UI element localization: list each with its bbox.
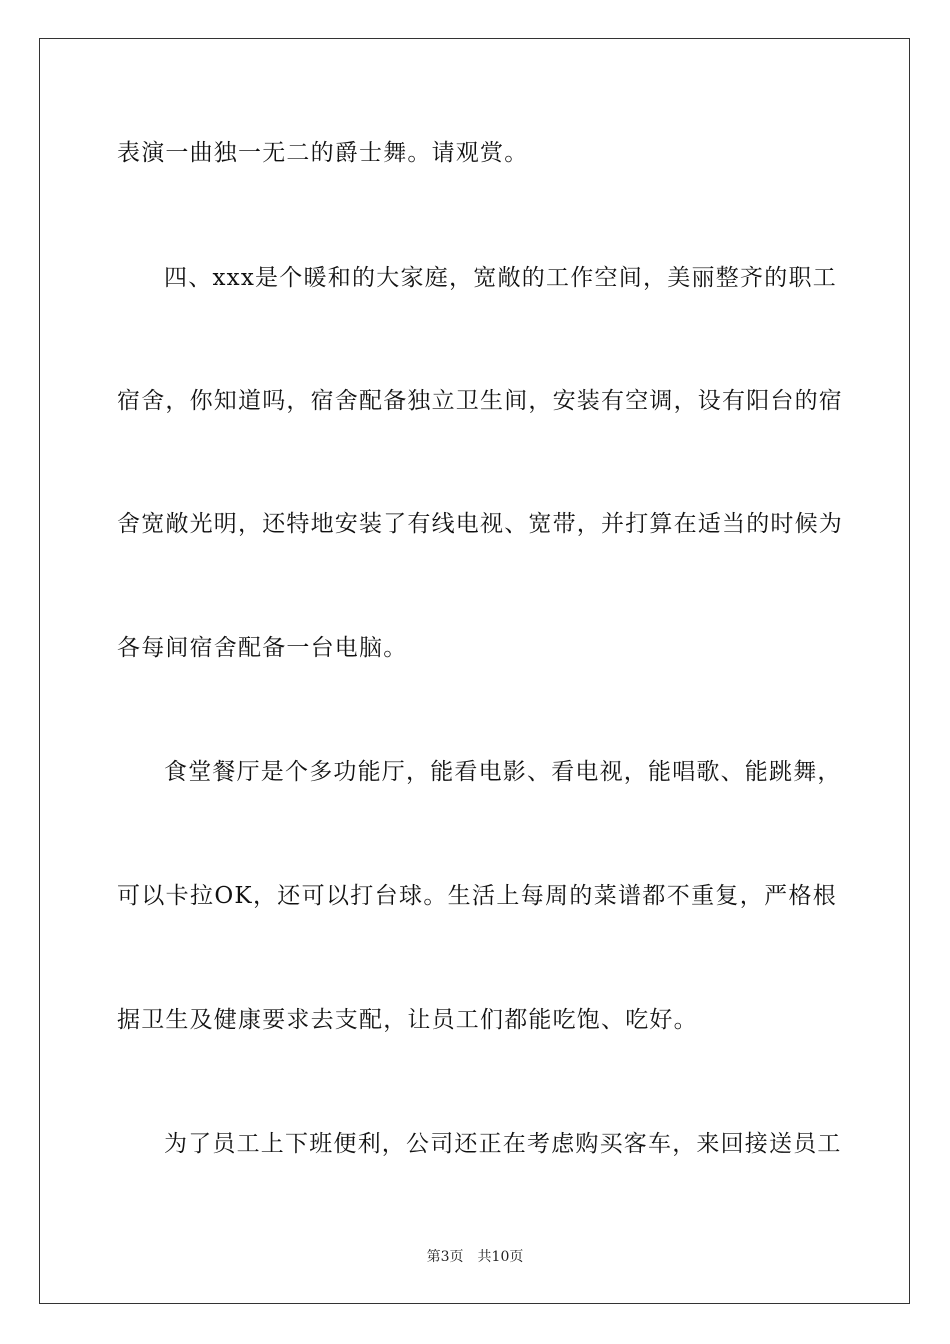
paragraph-first-line: 食堂餐厅是个多功能厅，能看电影、看电视，能唱歌、能跳舞， [164, 759, 842, 785]
text-line: 舍宽敞光明，还特地安装了有线电视、宽带，并打算在适当的时候为 [117, 511, 843, 537]
page-total: 共10页 [477, 1249, 524, 1265]
text-line: 据卫生及健康要求去支配，让员工们都能吃饱、吃好。 [117, 1007, 698, 1033]
text-line: 各每间宿舍配备一台电脑。 [117, 635, 408, 661]
page-border [39, 38, 910, 1304]
page-number: 第3页 [426, 1249, 464, 1265]
page-footer [0, 1248, 950, 1266]
text-line: 宿舍，你知道吗，宿舍配备独立卫生间，安装有空调，设有阳台的宿 [117, 388, 843, 414]
paragraph-first-line: 四、xxx是个暖和的大家庭，宽敞的工作空间，美丽整齐的职工 [164, 265, 837, 291]
text-line: 表演一曲独一无二的爵士舞。请观赏。 [117, 140, 529, 166]
text-line: 可以卡拉OK，还可以打台球。生活上每周的菜谱都不重复，严格根 [117, 883, 837, 909]
paragraph-first-line: 为了员工上下班便利，公司还正在考虑购买客车，来回接送员工 [164, 1131, 842, 1157]
